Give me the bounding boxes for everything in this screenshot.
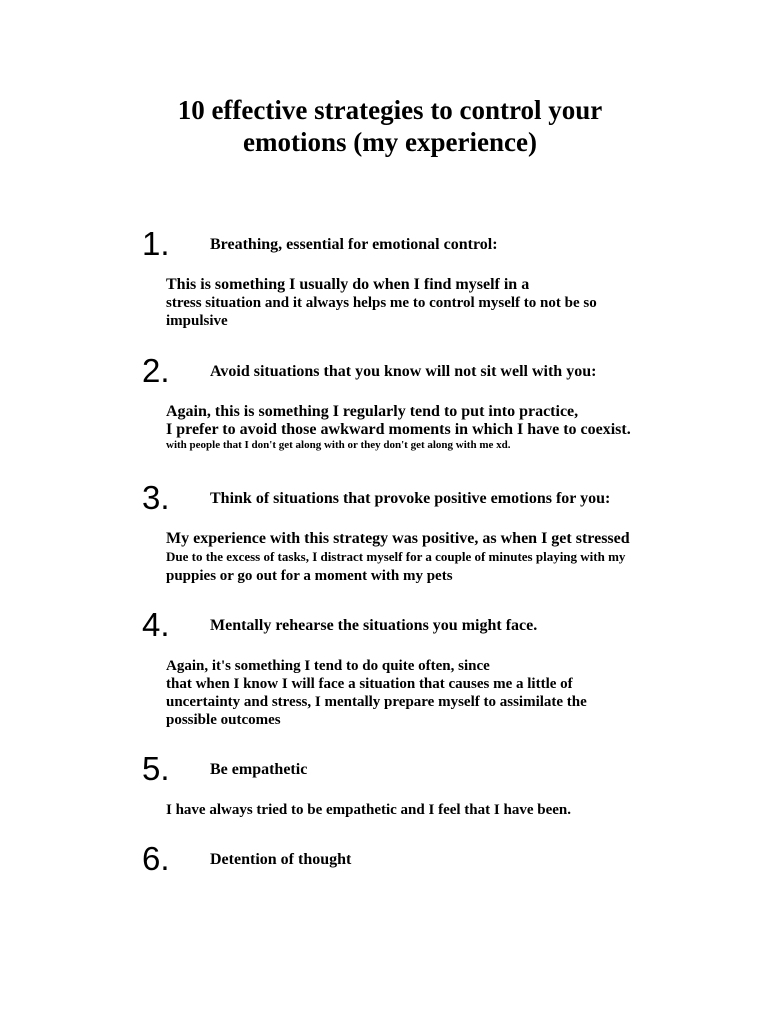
strategy-heading-2: Avoid situations that you know will not sit well with you: [210, 363, 597, 380]
strategy-number-4: 4. [142, 606, 170, 643]
strategy-body-5 [166, 801, 571, 819]
strategy-body-line: with people that I don't get along with or they don't get along with me xd. [166, 439, 511, 451]
strategy-body-line: I have always tried to be empathetic and I feel that I have been. [166, 802, 571, 818]
strategy-heading-1: Breathing, essential for emotional control: [210, 236, 498, 253]
strategy-body-line: My experience with this strategy was positive, as when I get stressed [166, 530, 630, 547]
strategy-body-2 [166, 403, 631, 451]
strategy-number-2: 2. [142, 352, 170, 389]
strategy-number-3: 3. [142, 479, 170, 516]
document-title [110, 94, 670, 158]
document-title-line-1: 10 effective strategies to control your [177, 95, 603, 125]
strategy-body-1 [166, 276, 597, 330]
strategy-body-line: Again, this is something I regularly tend to put into practice, [166, 403, 579, 420]
strategy-heading-4: Mentally rehearse the situations you might face. [210, 617, 538, 634]
strategy-body-line: that when I know I will face a situation that causes me a little of [166, 676, 573, 692]
strategy-body-line: I prefer to avoid those awkward moments in which I have to coexist. [166, 421, 631, 438]
strategy-body-line: This is something I usually do when I find myself in a [166, 276, 530, 293]
strategy-body-line: Due to the excess of tasks, I distract myself for a couple of minutes playing with my [166, 549, 626, 564]
strategy-heading-5: Be empathetic [210, 761, 308, 778]
document-title-line-2: emotions (my experience) [243, 127, 537, 157]
strategy-body-3 [166, 530, 630, 587]
strategy-number-5: 5. [142, 750, 170, 787]
strategy-heading-6: Detention of thought [210, 851, 352, 868]
strategy-body-line: Again, it's something I tend to do quite often, since [166, 658, 490, 674]
strategy-number-6: 6. [142, 840, 170, 877]
strategy-body-line: impulsive [166, 313, 228, 329]
strategy-body-line: possible outcomes [166, 712, 281, 728]
strategy-body-line: puppies or go out for a moment with my pets [166, 568, 453, 584]
strategy-body-line: stress situation and it always helps me to control myself to not be so [166, 295, 597, 311]
strategy-number-1: 1. [142, 225, 170, 262]
strategy-body-line: uncertainty and stress, I mentally prepare myself to assimilate the [166, 694, 587, 710]
strategy-body-4 [166, 657, 587, 729]
strategy-heading-3: Think of situations that provoke positive emotions for you: [210, 490, 611, 507]
